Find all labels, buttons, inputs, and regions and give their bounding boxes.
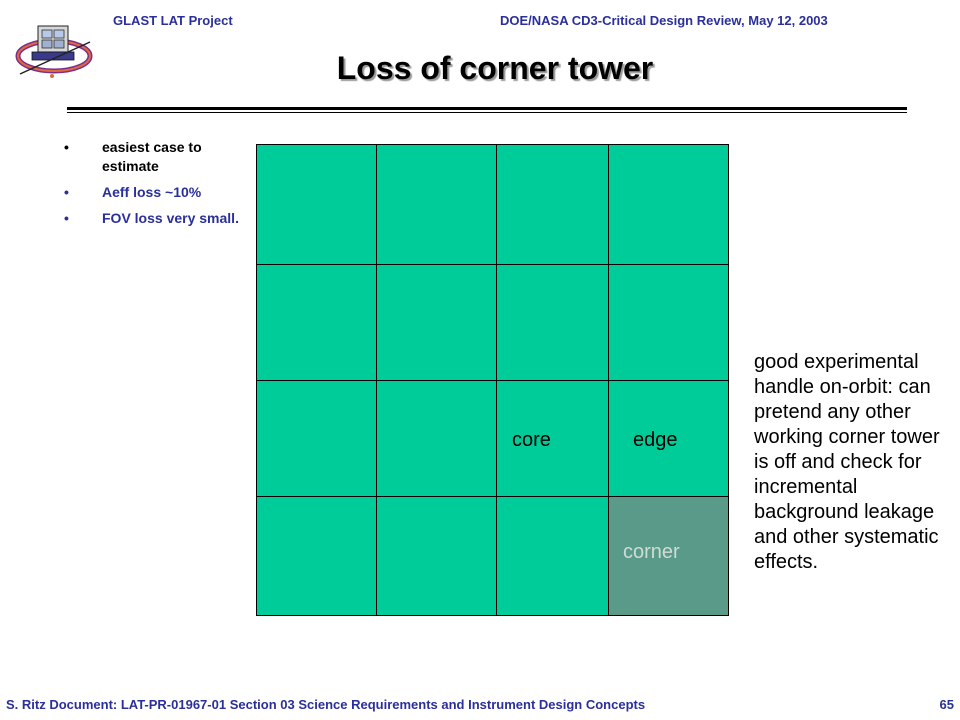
- bullet-dot-icon: •: [64, 210, 69, 226]
- tower-cell: [257, 497, 377, 615]
- side-note: good experimental handle on-orbit: can pretend any other working corner tower is off and check for incremental background leakage and other systematic effects.: [754, 351, 940, 573]
- bullet-text: FOV loss very small.: [102, 210, 239, 226]
- tower-cell: [377, 145, 497, 265]
- bullet-dot-icon: •: [64, 184, 69, 200]
- bullet-item: [62, 138, 246, 176]
- bullet-dot-icon: •: [64, 139, 69, 155]
- tower-cell: [257, 145, 377, 265]
- bullet-item: [62, 209, 246, 228]
- footer-text: S. Ritz Document: LAT-PR-01967-01 Section 03 Science Requirements and Instrument Design Concepts: [6, 697, 646, 712]
- tower-cell: [257, 265, 377, 381]
- bullet-item: [62, 183, 246, 202]
- tower-cell: [377, 381, 497, 497]
- page-number: 65: [939, 697, 954, 712]
- bullet-text: easiest case to estimate: [102, 139, 202, 174]
- tower-cell: [609, 145, 728, 265]
- header-review: DOE/NASA CD3-Critical Design Review, May 12, 2003: [500, 13, 828, 28]
- tower-cell: [497, 145, 609, 265]
- tower-cell: [609, 265, 728, 381]
- tower-cell: [377, 497, 497, 615]
- tower-cell: [257, 381, 377, 497]
- corner-label: corner: [623, 541, 680, 563]
- tower-cell: [377, 265, 497, 381]
- core-label: core: [512, 429, 551, 451]
- title-divider-thin: [67, 112, 907, 113]
- bullet-text: Aeff loss ~10%: [102, 184, 202, 200]
- page-title: Loss of corner tower: [336, 50, 654, 86]
- tower-cell: [497, 497, 609, 615]
- header-project: GLAST LAT Project: [113, 13, 233, 28]
- bullet-list: [62, 138, 246, 235]
- tower-cell: [497, 265, 609, 381]
- title-divider: [67, 107, 907, 110]
- edge-label: edge: [633, 429, 678, 451]
